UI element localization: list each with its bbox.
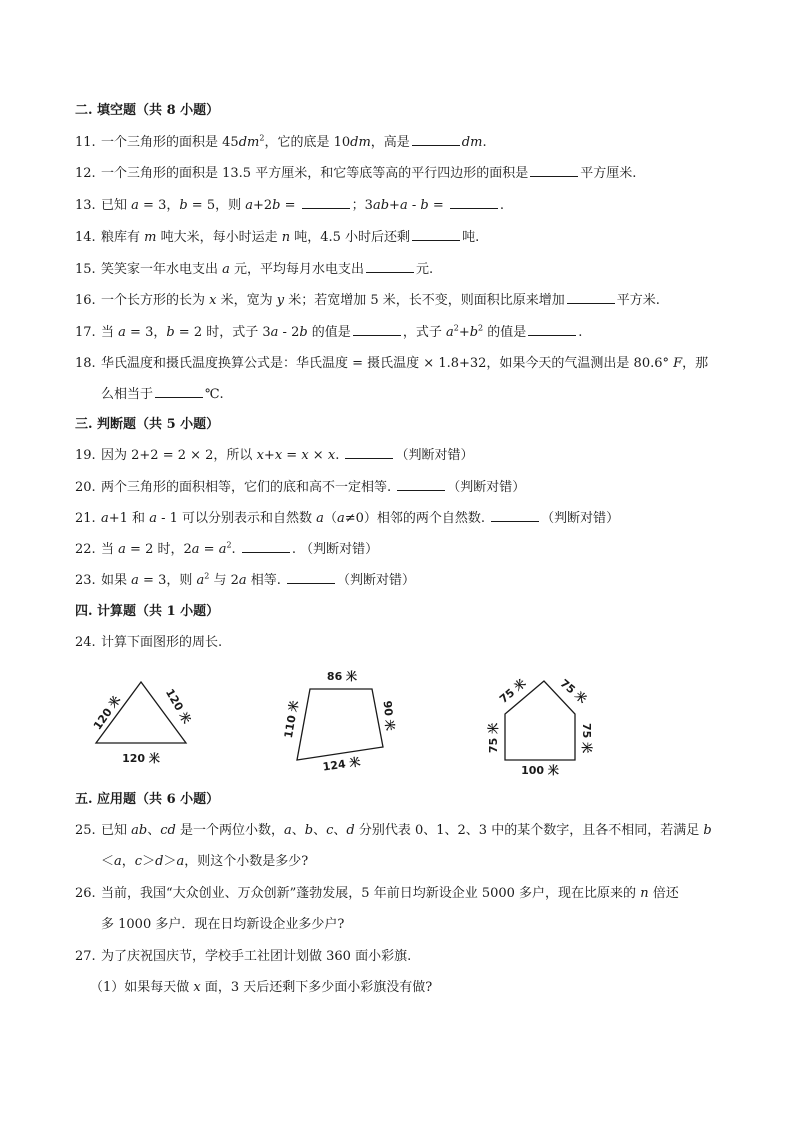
q-text: - 1 可以分别表示和自然数 bbox=[156, 511, 317, 526]
q-var: F bbox=[673, 356, 683, 371]
q-var: a bbox=[114, 854, 122, 869]
answer-blank[interactable] bbox=[155, 385, 203, 398]
q-text: ，式子 bbox=[402, 325, 446, 340]
triangle-right-label: 120 米 bbox=[162, 686, 194, 726]
q-text: ，那 bbox=[682, 356, 709, 371]
q-var: a bbox=[218, 542, 227, 557]
question-23 bbox=[75, 571, 415, 591]
q-text: 华氏温度和摄氏温度换算公式是：华氏温度 = 摄氏温度 × 1.8+32，如果今天的气温测出是 80.6° bbox=[101, 356, 674, 371]
q-text: 相等. bbox=[246, 573, 281, 588]
q-text: = bbox=[280, 198, 300, 213]
q-var: x bbox=[327, 448, 336, 463]
q-text: +1 和 bbox=[108, 511, 150, 526]
q-var: dm bbox=[350, 135, 371, 150]
pentagon-wall-left-label: 75 米 bbox=[487, 722, 500, 754]
q-text: 面，3 天后还剩下多少面小彩旗没有做? bbox=[200, 980, 433, 995]
q-text: 已知 bbox=[101, 823, 132, 838]
q-text: = bbox=[282, 448, 302, 463]
answer-blank[interactable] bbox=[491, 509, 539, 522]
answer-blank[interactable] bbox=[302, 196, 350, 209]
triangle-left-label: 120 米 bbox=[90, 693, 124, 733]
q-text: 、 bbox=[291, 823, 305, 838]
q-sup: 2 bbox=[226, 540, 232, 550]
q-text: ；3 bbox=[351, 198, 373, 213]
q-text: （判断对错） bbox=[541, 511, 620, 526]
q-text: 么相当于 bbox=[101, 387, 154, 402]
q-text: （判断对错） bbox=[395, 448, 474, 463]
answer-blank[interactable] bbox=[366, 260, 414, 273]
q-text: （判断对错） bbox=[300, 542, 379, 557]
q-var: a bbox=[222, 262, 230, 277]
question-21 bbox=[75, 509, 619, 529]
answer-blank[interactable] bbox=[530, 164, 578, 177]
pentagon-figure bbox=[475, 664, 615, 779]
q-text: ，高是 bbox=[370, 135, 410, 150]
question-24 bbox=[75, 633, 222, 653]
q-var: x bbox=[301, 448, 309, 463]
q-var: a bbox=[118, 325, 126, 340]
q-var: a bbox=[101, 511, 109, 526]
answer-blank[interactable] bbox=[450, 196, 498, 209]
q-text: 一个三角形的面积是 45 bbox=[101, 135, 239, 150]
q-var: a bbox=[238, 573, 247, 588]
q-text: 因为 2+2 = 2 × 2，所以 bbox=[101, 448, 257, 463]
q-var: c bbox=[326, 823, 334, 838]
q-text: 当 bbox=[101, 542, 119, 557]
pentagon-shape bbox=[475, 664, 615, 779]
q-number: 15. bbox=[75, 262, 96, 277]
q-var: n bbox=[640, 886, 649, 901]
answer-blank[interactable] bbox=[397, 478, 445, 491]
quadrilateral-top-label: 86 米 bbox=[326, 670, 358, 683]
q-var: cd bbox=[160, 823, 176, 838]
quadrilateral-left-label: 110 米 bbox=[281, 699, 302, 740]
q-var: c bbox=[134, 854, 143, 869]
q-var: a bbox=[149, 511, 157, 526]
q-var: a bbox=[336, 511, 345, 526]
section-heading-calculation: 四. 计算题（共 1 小题） bbox=[75, 604, 220, 619]
q-text: + bbox=[389, 198, 400, 213]
triangle-bottom-label: 120 米 bbox=[122, 752, 160, 765]
q-var: a bbox=[131, 573, 139, 588]
q-text: = bbox=[199, 542, 219, 557]
answer-blank[interactable] bbox=[353, 323, 401, 336]
q-var: x bbox=[274, 448, 283, 463]
q-text: （ bbox=[323, 511, 337, 526]
q-text: 如果 bbox=[101, 573, 132, 588]
q-text: 与 2 bbox=[209, 573, 239, 588]
q-number: 25. bbox=[75, 823, 96, 838]
q-text: ， bbox=[121, 854, 135, 869]
q-var: b bbox=[299, 325, 308, 340]
triangle-shape bbox=[80, 665, 210, 775]
q-text: 一个三角形的面积是 13.5 平方厘米，和它等底等高的平行四边形的面积是 bbox=[101, 166, 529, 181]
q-text: 平方厘米. bbox=[580, 166, 637, 181]
q-text: 笑笑家一年水电支出 bbox=[101, 262, 223, 277]
question-17 bbox=[75, 323, 582, 343]
q-text: . bbox=[499, 198, 505, 213]
question-27-part-1 bbox=[90, 978, 432, 998]
q-text: 的值是 bbox=[307, 325, 351, 340]
q-var: x bbox=[256, 448, 264, 463]
q-var: dm bbox=[238, 135, 260, 150]
q-text: . bbox=[482, 135, 487, 150]
q-var: a bbox=[245, 198, 253, 213]
q-text: 当前，我国“大众创业、万众创新”蓬勃发展，5 年前日均新设企业 5000 多户，现在比原来的 bbox=[101, 886, 641, 901]
question-19 bbox=[75, 446, 473, 466]
q-text: ，它的底是 10 bbox=[264, 135, 351, 150]
q-text: 吨，4.5 小时后还剩 bbox=[290, 230, 411, 245]
q-text: 是一个两位小数， bbox=[175, 823, 284, 838]
q-var: ab bbox=[131, 823, 148, 838]
q-text: = 5，则 bbox=[187, 198, 246, 213]
q-number: 19. bbox=[75, 448, 96, 463]
q-text: 吨. bbox=[462, 230, 480, 245]
q-text: 两个三角形的面积相等，它们的底和高不一定相等. bbox=[101, 480, 392, 495]
q-number: 16. bbox=[75, 293, 96, 308]
question-11 bbox=[75, 133, 487, 153]
q-text: 当 bbox=[101, 325, 119, 340]
answer-blank[interactable] bbox=[412, 228, 460, 241]
q-number: 14. bbox=[75, 230, 96, 245]
question-25-cont bbox=[101, 852, 308, 872]
q-text: 的值是 bbox=[483, 325, 527, 340]
answer-blank[interactable] bbox=[287, 571, 335, 584]
q-text: 已知 bbox=[101, 198, 132, 213]
q-var: x bbox=[209, 293, 217, 308]
question-18-cont bbox=[101, 385, 224, 405]
q-var: d bbox=[346, 823, 355, 838]
quadrilateral-right-label: 90 米 bbox=[380, 700, 397, 732]
q-text: + bbox=[263, 448, 275, 463]
q-var: a bbox=[270, 325, 279, 340]
q-text: 元. bbox=[416, 262, 434, 277]
question-27 bbox=[75, 947, 411, 967]
q-text: 为了庆祝国庆节，学校手工社团计划做 360 面小彩旗. bbox=[101, 949, 412, 964]
q-var: ab bbox=[372, 198, 390, 213]
pentagon-roof-right-label: 75 米 bbox=[557, 676, 589, 706]
question-12 bbox=[75, 164, 636, 184]
question-15 bbox=[75, 260, 433, 280]
question-26 bbox=[75, 884, 679, 904]
q-text: = 3， bbox=[138, 198, 180, 213]
answer-blank[interactable] bbox=[567, 291, 615, 304]
q-var: b bbox=[304, 823, 314, 838]
pentagon-roof-left-label: 75 米 bbox=[497, 676, 529, 706]
quadrilateral-outline bbox=[297, 689, 383, 760]
q-text: - bbox=[407, 198, 421, 213]
q-var: a bbox=[191, 542, 200, 557]
q-text: = 2 时，2 bbox=[125, 542, 192, 557]
q-text: 一个长方形的长为 bbox=[101, 293, 210, 308]
q-text: 米，宽为 bbox=[216, 293, 277, 308]
q-var: d bbox=[155, 854, 164, 869]
answer-blank[interactable] bbox=[528, 323, 576, 336]
q-text: （判断对错） bbox=[447, 480, 526, 495]
q-text: 平方米. bbox=[616, 293, 660, 308]
q-text: . bbox=[578, 325, 583, 340]
q-var: x bbox=[193, 980, 201, 995]
q-var: b bbox=[703, 823, 712, 838]
q-text: ＞ bbox=[142, 854, 156, 869]
q-number: 23. bbox=[75, 573, 96, 588]
q-var: y bbox=[276, 293, 285, 308]
pentagon-bottom-label: 100 米 bbox=[521, 764, 559, 777]
q-number: 27. bbox=[75, 949, 96, 964]
q-text: . bbox=[291, 542, 296, 557]
pentagon-wall-right-label: 75 米 bbox=[580, 722, 593, 754]
q-text: 元，平均每月水电支出 bbox=[229, 262, 365, 277]
q-number: 26. bbox=[75, 886, 96, 901]
question-26-cont bbox=[101, 915, 344, 935]
q-text: ℃. bbox=[205, 387, 224, 402]
answer-blank[interactable] bbox=[345, 446, 393, 459]
q-text: = 3，则 bbox=[138, 573, 197, 588]
answer-blank[interactable] bbox=[412, 133, 460, 146]
q-text: ≠0）相邻的两个自然数. bbox=[344, 511, 486, 526]
q-number: 22. bbox=[75, 542, 96, 557]
q-text: = 2 时，式子 3 bbox=[174, 325, 271, 340]
q-text: 多 1000 多户．现在日均新设企业多少户? bbox=[101, 917, 345, 932]
q-sup: 2 bbox=[204, 571, 210, 581]
q-var: b bbox=[166, 325, 175, 340]
question-18 bbox=[75, 354, 708, 374]
question-16 bbox=[75, 291, 660, 311]
q-text: 、 bbox=[313, 823, 327, 838]
quadrilateral-bottom-label: 124 米 bbox=[321, 755, 362, 774]
q-text: = bbox=[428, 198, 448, 213]
question-13 bbox=[75, 196, 504, 216]
q-number: 11. bbox=[75, 135, 96, 150]
q-var: a bbox=[283, 823, 292, 838]
q-var: m bbox=[144, 230, 157, 245]
quadrilateral-shape bbox=[280, 662, 410, 777]
section-heading-application: 五. 应用题（共 6 小题） bbox=[75, 792, 220, 807]
q-number: 18. bbox=[75, 356, 96, 371]
q-var: b bbox=[179, 198, 188, 213]
q-text: + bbox=[458, 325, 470, 340]
q-text: 分别代表 0、1、2、3 中的某个数字，且各不相同，若满足 bbox=[354, 823, 704, 838]
q-text: 吨大米，每小时运走 bbox=[156, 230, 282, 245]
q-var: a bbox=[176, 854, 185, 869]
q-text: 、 bbox=[147, 823, 161, 838]
q-var: a bbox=[316, 511, 324, 526]
q-var: a bbox=[399, 198, 408, 213]
q-text: 计算下面图形的周长. bbox=[101, 635, 223, 650]
q-number: 12. bbox=[75, 166, 96, 181]
q-sup: 2 bbox=[453, 323, 459, 333]
q-text: （1）如果每天做 bbox=[90, 980, 194, 995]
q-text: 粮库有 bbox=[101, 230, 145, 245]
q-var: a bbox=[445, 325, 454, 340]
q-sup: 2 bbox=[478, 323, 484, 333]
q-var: a bbox=[196, 573, 205, 588]
q-text: ＞ bbox=[163, 854, 177, 869]
q-text: . bbox=[231, 542, 236, 557]
q-text: （判断对错） bbox=[337, 573, 416, 588]
q-var: b bbox=[272, 198, 281, 213]
q-var: a bbox=[118, 542, 126, 557]
q-text: ＜ bbox=[101, 854, 115, 869]
q-number: 21. bbox=[75, 511, 96, 526]
q-text: ，则这个小数是多少? bbox=[184, 854, 309, 869]
q-var: n bbox=[281, 230, 291, 245]
q-number: 20. bbox=[75, 480, 96, 495]
section-heading-fill-in: 二. 填空题（共 8 小题） bbox=[75, 103, 220, 118]
q-text: - 2 bbox=[278, 325, 300, 340]
section-heading-judgement: 三. 判断题（共 5 小题） bbox=[75, 417, 220, 432]
quadrilateral-figure bbox=[280, 662, 410, 777]
q-number: 17. bbox=[75, 325, 96, 340]
q-text: . bbox=[335, 448, 340, 463]
question-20 bbox=[75, 478, 525, 498]
q-number: 13. bbox=[75, 198, 96, 213]
q-text: 、 bbox=[333, 823, 347, 838]
triangle-figure bbox=[80, 665, 210, 775]
question-22 bbox=[75, 540, 378, 560]
q-var: b bbox=[420, 198, 429, 213]
q-sup: 2 bbox=[259, 133, 265, 143]
q-text: × bbox=[308, 448, 328, 463]
q-var: dm bbox=[461, 135, 483, 150]
q-var: a bbox=[131, 198, 139, 213]
q-var: b bbox=[469, 325, 479, 340]
q-text: 倍还 bbox=[648, 886, 679, 901]
answer-blank[interactable] bbox=[242, 540, 290, 553]
q-text: +2 bbox=[253, 198, 273, 213]
q-text: = 3， bbox=[125, 325, 167, 340]
q-number: 24. bbox=[75, 635, 96, 650]
question-25 bbox=[75, 821, 712, 841]
q-text: 米；若宽增加 5 米，长不变，则面积比原来增加 bbox=[284, 293, 565, 308]
question-14 bbox=[75, 228, 479, 248]
